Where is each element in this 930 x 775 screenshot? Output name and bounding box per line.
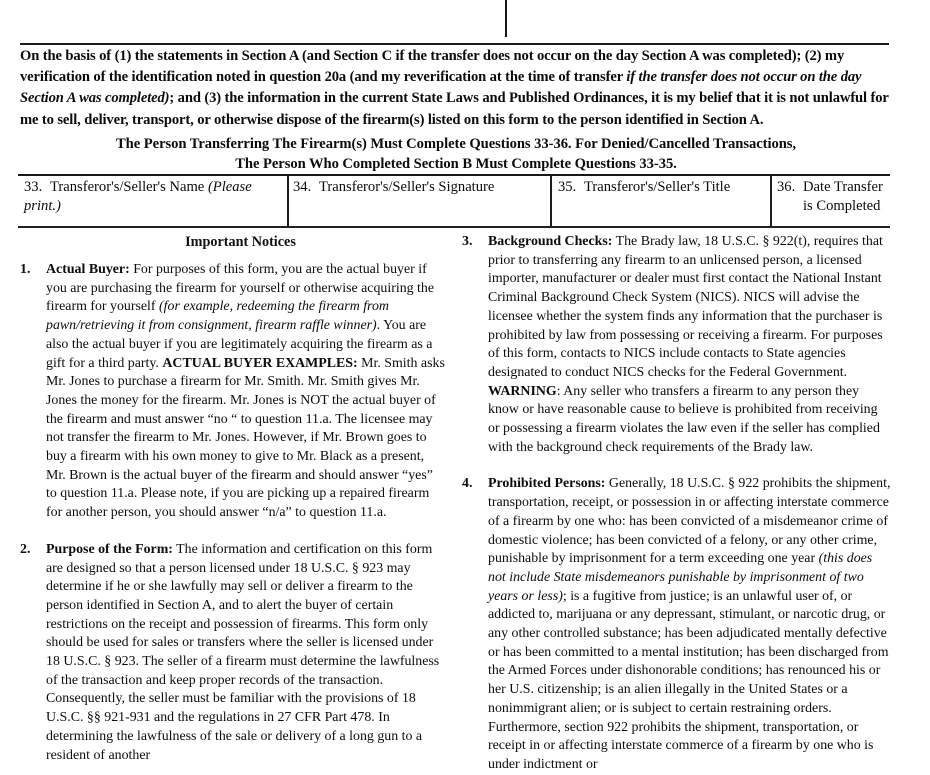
notice-left-0-run-2: (for example, redeeming the firearm from pawn/retrieving it from consignment, firearm raffle winner) bbox=[46, 299, 389, 334]
notice-left-item-number: 1. bbox=[20, 262, 31, 277]
notice-left-0-run-3: . You are also the actual buyer if you are legitimately acquiring the firearm as a gift for a third party. bbox=[46, 318, 433, 371]
field-33-transferor-name[interactable] bbox=[24, 178, 282, 216]
transfer-heading-line-1: The Person Transferring The Firearm(s) Must Complete Questions 33-36. For Denied/Cancelled Transactions, bbox=[116, 136, 796, 152]
field-36-date-transfer-completed[interactable] bbox=[777, 178, 889, 216]
notices-left-column bbox=[20, 261, 445, 765]
transfer-instructions-heading bbox=[20, 134, 892, 174]
notice-right-1-run-3: ; is a fugitive from justice; is an unlawful user of, or addicted to, marijuana or any depressant, stimulant, or narcotic drug, or any other controlled substance; has been adjudicated mentally defective or has been committed to a mental institution; has been discharged from the Armed Forces under dishonorable conditions; has renounced his or her U.S. citizenship; is an alien illegally in the United States or a nonimmigrant alien; or is subject to certain restraining orders. Furthermore, section 922 prohibits the shipment, transportation, or receipt in or affecting interstate commerce of a firearm by one who is under indictment or bbox=[488, 588, 889, 772]
field-33-number: 33. bbox=[24, 179, 43, 195]
table-divider-2 bbox=[550, 176, 552, 227]
notice-right-item-body bbox=[488, 234, 883, 455]
stub-vertical-divider bbox=[505, 0, 507, 37]
notices-right-column bbox=[462, 233, 892, 775]
notice-right-0-run-0: Background Checks: bbox=[488, 234, 613, 249]
previous-section-stub bbox=[0, 0, 930, 45]
notice-right-item-4 bbox=[462, 475, 892, 774]
notice-right-1-run-0: Prohibited Persons: bbox=[488, 476, 606, 492]
field-33-label-italic: (Please print.) bbox=[24, 179, 252, 214]
notice-right-item-body bbox=[488, 476, 890, 772]
notice-right-0-run-1: The Brady law, 18 U.S.C. § 922(t), requires that prior to transferring any firearm to an unlicensed person, a licensed importer, manufacturer or dealer must first contact the National Instant Criminal Background Check System (NICS). NICS will advise the licensee whether the system finds any information that the purchaser is prohibited by law from possessing or receiving a firearm. For purposes of this form, contacts to NICS include contacts to State agencies designated to conduct NICS checks for the Federal Government. bbox=[488, 234, 883, 380]
notice-right-item-number: 3. bbox=[462, 234, 473, 249]
notice-left-item-2 bbox=[20, 541, 445, 765]
field-34-number: 34. bbox=[293, 179, 312, 195]
notice-right-1-run-1: Generally, 18 U.S.C. § 922 prohibits the shipment, transportation, receipt, or possession in or affecting interstate commerce of a firearm by one who: has been convicted of a misdemeanor crime of domestic violence; has been convicted of a felony, or any other crime, punishable by imprisonment for a term exceeding one year bbox=[488, 476, 891, 567]
field-35-label: Transferor's/Seller's Title bbox=[584, 179, 731, 195]
notice-right-0-run-2: WARNING bbox=[488, 383, 557, 399]
notice-left-item-1 bbox=[20, 261, 445, 523]
field-33-label: Transferor's/Seller's Name bbox=[50, 179, 208, 195]
table-top-rule bbox=[18, 174, 890, 176]
field-35-number: 35. bbox=[558, 179, 577, 195]
notice-left-item-body bbox=[46, 542, 439, 763]
certification-run-0: On the basis of (1) the statements in Section A (and Section C if the transfer does not occur on the day Section A was completed); (2) my verification of the identification noted in question 20a (and my reverification at the time of transfer bbox=[20, 48, 845, 86]
notice-left-0-run-4: ACTUAL BUYER EXAMPLES: bbox=[162, 355, 358, 371]
field-36-number: 36. bbox=[777, 179, 796, 195]
certification-run-1: if the transfer does not occur on the day Section A was completed) bbox=[20, 69, 862, 107]
important-notices-heading: Important Notices bbox=[185, 234, 296, 250]
notice-left-1-run-1: The information and certification on this form are designed so that a person licensed under 18 U.S.C. § 923 may determine if he or she lawfully may sell or deliver a firearm to the person identified in Section A, and to alert the buyer of certain restrictions on the receipt and possession of firearms. This form only should be used for sales or transfers where the seller is licensed under 18 U.S.C. § 923. The seller of a firearm must determine the lawfulness of the transaction and keep proper records of the transaction. Consequently, the seller must be familiar with the provisions of 18 U.S.C. §§ 921-931 and the regulations in 27 CFR Part 478. In determining the lawfulness of the sale or delivery of a long gun to a resident of another bbox=[46, 541, 440, 763]
notice-left-1-run-0: Purpose of the Form: bbox=[46, 541, 173, 557]
field-36-label: Date Transfer bbox=[803, 179, 883, 195]
field-35-transferor-title[interactable] bbox=[558, 178, 766, 197]
questions-33-36-table bbox=[18, 174, 890, 228]
notice-right-item-number: 4. bbox=[462, 476, 473, 492]
notice-left-0-run-0: Actual Buyer: bbox=[46, 262, 130, 277]
table-bottom-rule bbox=[18, 226, 890, 228]
notice-left-item-body bbox=[46, 262, 445, 520]
field-34-transferor-signature[interactable] bbox=[293, 178, 545, 197]
table-divider-3 bbox=[770, 176, 772, 227]
certification-run-2: ; and (3) the information in the current State Laws and Published Ordinances, it is my belief that it is not unlawful for me to sell, deliver, transport, or otherwise dispose of the firearm(s) listed on this form to the person identified in Section A. bbox=[20, 90, 889, 128]
field-34-label: Transferor's/Seller's Signature bbox=[319, 179, 495, 195]
notice-left-item-number: 2. bbox=[20, 541, 31, 557]
section-top-rule bbox=[20, 43, 889, 45]
transfer-heading-line-2: The Person Who Completed Section B Must Complete Questions 33-35. bbox=[235, 156, 677, 172]
field-36-label-line-2: is Completed bbox=[803, 198, 881, 214]
notice-right-1-run-2: (this does not include State misdemeanors punishable by imprisonment of two years or less) bbox=[488, 551, 873, 604]
certification-paragraph bbox=[20, 46, 892, 131]
notice-left-0-run-5: Mr. Smith asks Mr. Jones to purchase a firearm for Mr. Smith. Mr. Smith gives Mr. Jones the money for the firearm. Mr. Jones is NOT the actual buyer of the firearm and must answer “no “ to question 11.a. The licensee may not transfer the firearm to Mr. Jones. However, if Mr. Brown goes to buy a firearm with his own money to give to Mr. Black as a present, Mr. Brown is the actual buyer of the firearm and should answer “yes” to question 11.a. Please note, if you are picking up a repaired firearm for another person, you should answer “n/a” to question 11.a. bbox=[46, 355, 445, 521]
notice-left-0-run-1: For purposes of this form, you are the actual buyer if you are purchasing the firearm for yourself or otherwise acquiring the firearm for yourself bbox=[46, 262, 435, 315]
notice-right-0-run-3: : Any seller who transfers a firearm to any person they know or have reasonable cause to believe is prohibited from receiving or possessing a firearm violates the law even if the seller has complied with the background check requirements of the Brady law. bbox=[488, 383, 880, 455]
notice-right-item-3 bbox=[462, 233, 892, 457]
table-divider-1 bbox=[287, 176, 289, 227]
